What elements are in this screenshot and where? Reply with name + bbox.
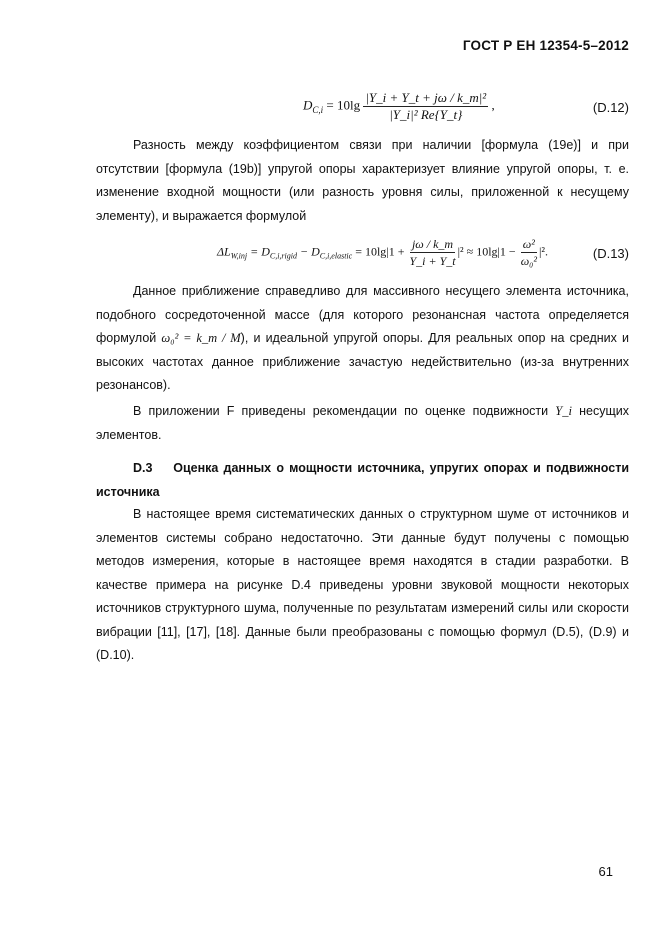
formula-d13 <box>96 232 629 272</box>
paragraph-text-b: ), и идеальной упругой опоры. Для реальных опор на средних и высоких частотах данное приближение зачастую недействительно (из-за внутренних резонансов). <box>96 331 629 392</box>
paragraph-text-a: В приложении F приведены рекомендации по оценке подвижности <box>133 404 556 418</box>
paragraph-coupling-difference <box>96 134 629 228</box>
formula-d13-denominator2: ω₀² <box>520 254 537 268</box>
formula-d13-numerator1: jω / k_m <box>411 237 454 251</box>
formula-d12-eq: = 10lg <box>323 97 361 113</box>
formula-d12-number: (D.12) <box>592 100 629 115</box>
section-number: D.3 <box>133 461 153 475</box>
formula-d12-lhs: D <box>303 97 313 113</box>
inline-symbol-yi: Y_i <box>555 404 572 418</box>
section-heading-line <box>96 457 629 504</box>
formula-d13-term2-sub: C,i,elastic <box>319 251 353 261</box>
formula-d12-tail: , <box>491 97 495 113</box>
formula-d13-term1-sub: C,i,rigid <box>269 251 297 261</box>
section-title: Оценка данных о мощности источника, упругих опорах и подвижности источника <box>96 461 629 499</box>
formula-d13-term1: = D <box>247 244 270 259</box>
formula-d13-denominator1: Y_i + Y_t <box>409 254 456 268</box>
formula-d13-part3: |² ≈ 10lg|1 − <box>457 244 519 259</box>
formula-d13-fraction2 <box>519 236 539 269</box>
formula-d12-fraction <box>363 90 488 123</box>
formula-d13-tail: |². <box>538 244 548 259</box>
page-number: 61 <box>598 864 613 879</box>
document-header: ГОСТ Р ЕН 12354-5–2012 <box>462 38 629 53</box>
paragraph-text: Разность между коэффициентом связи при наличии [формула (19e)] и при отсутствии [формула (19b)] упругой опоры характеризует влияние упругой опоры, т. е. изменение входной мощности (или разность уровня силы, приложенной к несущему элементу), и выражается формулой <box>96 138 629 223</box>
formula-d13-lhs-sub: W,inj <box>230 251 248 261</box>
paragraph-source-data <box>96 503 629 668</box>
formula-d12-lhs-sub: C,i <box>312 105 324 116</box>
formula-d13-number: (D.13) <box>592 246 629 261</box>
formula-d12-numerator: |Y_i + Y_t + jω / k_m|² <box>365 90 487 105</box>
paragraph-annex-f <box>96 400 629 447</box>
paragraph-approximation <box>96 280 629 398</box>
paragraph-text-a: Данное приближение справедливо для массивного несущего элемента источника, подобного сосредоточенной массе (для которого резонансная частота определяется формулой <box>96 284 629 345</box>
formula-d13-eq2: = 10lg|1 + <box>352 244 408 259</box>
formula-d12 <box>96 86 629 126</box>
formula-d12-denominator: |Y_i|² Re{Y_t} <box>389 107 463 122</box>
formula-d13-fraction1 <box>407 236 457 269</box>
inline-formula-resonance: ω₀² = k_m / M <box>161 331 241 345</box>
paragraph-approximation-text <box>96 280 629 398</box>
paragraph-annex-f-text <box>96 400 629 447</box>
section-heading-d3 <box>96 457 629 504</box>
paragraph-text: В настоящее время систематических данных о структурном шуме от источников и элементов системы собрано недостаточно. Эти данные будут получены с помощью методов измерения, которые в настоящее время находятся в стадии разработки. В качестве примера на рисунке D.4 приведены уровни звуковой мощности некоторых источников структурного шума, полученные по результатам измерений силы или скорости вибрации [11], [17], [18]. Данные были преобразованы с помощью формул (D.5), (D.9) и (D.10). <box>96 507 629 662</box>
formula-d13-term2: − D <box>296 244 320 259</box>
formula-d13-numerator2: ω² <box>522 237 535 251</box>
formula-d13-lhs: ΔL <box>217 244 231 259</box>
paragraph-text-b: несущих элементов. <box>96 404 629 442</box>
